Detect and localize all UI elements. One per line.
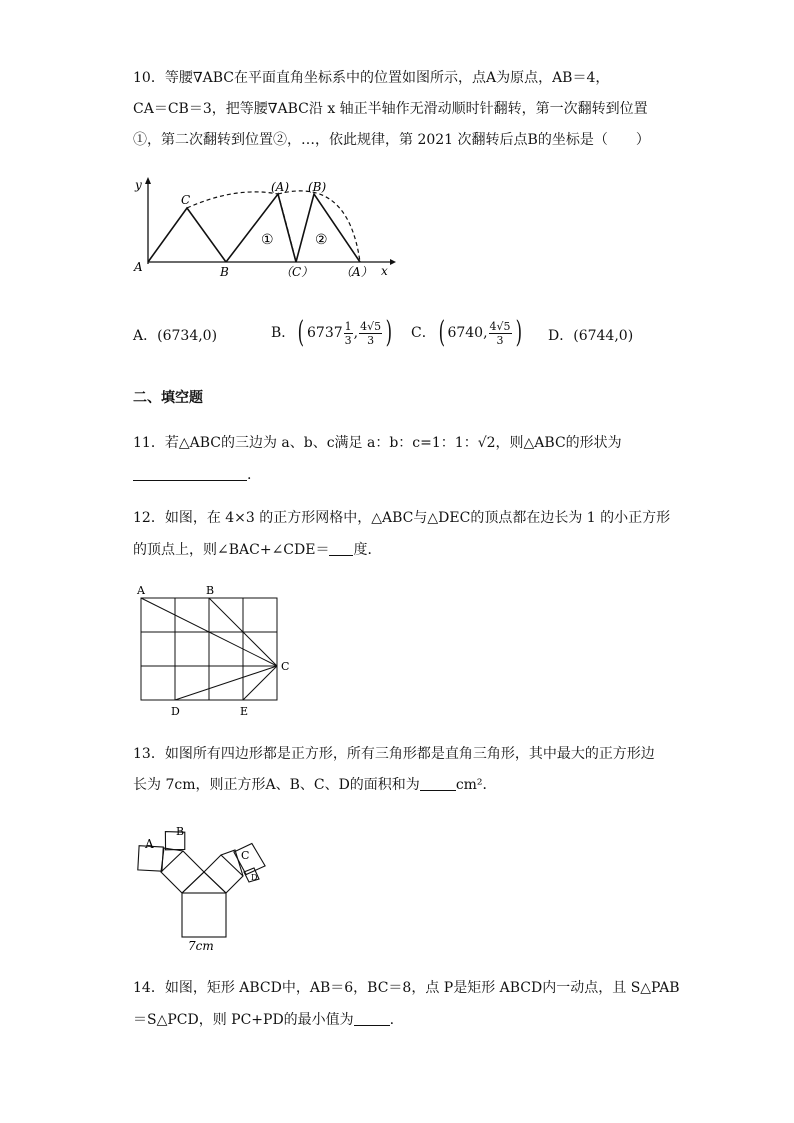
option-b-label: B． [271, 325, 296, 341]
label-c: C [181, 193, 191, 207]
q10-line-3: ①，第二次翻转到位置②，…，依此规律，第 2021 次翻转后点B的坐标是（ ） [133, 132, 650, 148]
label-c: C [241, 849, 250, 862]
label-top-a: (A) [271, 180, 290, 194]
label-bottom-a: （A） [340, 265, 373, 279]
q14-line-2-end: . [389, 1012, 395, 1028]
y-axis-arrow [145, 177, 151, 184]
section-title: 二、填空题 [133, 390, 203, 406]
q10-line-2: CA＝CB＝3，把等腰∇ABC沿 x 轴正半轴作无滑动顺时针翻转，第一次翻转到位置 [133, 101, 648, 117]
label-bottom-c: （C） [280, 265, 314, 279]
q11-answer-blank[interactable] [133, 466, 247, 481]
q14-line-1: 14．如图，矩形 ABCD中，AB＝6，BC＝8，点 P是矩形 ABCD内一动点，且 S△PAB [133, 980, 680, 996]
option-a-value: 6734,0 [162, 328, 212, 344]
q13-line-2-text: 长为 7cm，则正方形A、B、C、D的面积和为 [133, 777, 420, 793]
q13-line-2 [133, 776, 497, 794]
q12-line-1: 12．如图，在 4×3 的正方形网格中，△ABC与△DEC的顶点都在边长为 1 的小正方形 [133, 510, 671, 526]
label-a: A [137, 584, 145, 597]
q12-grid-figure [130, 582, 300, 720]
arc-1 [187, 192, 278, 208]
q13-line-1: 13．如图所有四边形都是正方形，所有三角形都是直角三角形，其中最大的正方形边 [133, 746, 655, 762]
arc-2 [278, 194, 296, 262]
option-b-fraction-1: $\frac{1}{3}$ [344, 319, 352, 347]
label-top-b: (B) [308, 180, 327, 194]
q14-answer-blank[interactable] [354, 1011, 390, 1026]
q11-line-1: 11．若△ABC的三边为 a、b、c满足 a：b：c=1：1：√2，则△ABC的形状为 [133, 435, 622, 451]
label-d: D [171, 705, 180, 718]
big-triangle [182, 872, 226, 893]
q12-line-2 [133, 541, 381, 559]
q10-line-1: 10．等腰∇ABC在平面直角坐标系中的位置如图所示，点A为原点，AB＝4， [133, 70, 610, 86]
option-b-fraction-2: $\frac{4√5}{3}$ [360, 319, 382, 347]
q13-pythagoras-figure [128, 812, 272, 954]
left-square [161, 851, 204, 893]
option-a[interactable]: A．(6734,0) [133, 328, 218, 344]
q11-line-2 [133, 466, 251, 484]
q12-answer-blank[interactable] [329, 541, 353, 556]
label-b: B [176, 825, 185, 838]
size-label: 7cm [188, 939, 214, 953]
option-a-label: A． [133, 328, 158, 344]
x-label: x [381, 264, 388, 278]
line-dc [175, 666, 277, 700]
option-c-integer: 6740, [447, 325, 488, 341]
q13-line-2-end: cm²． [455, 777, 497, 793]
label-c: C [281, 660, 290, 673]
option-b[interactable]: B．( 6737 $\frac{1}{3}$ , $\frac{4√5}{3}$ ) [271, 315, 393, 350]
label-a: A [134, 260, 143, 274]
option-c-label: C． [411, 325, 436, 341]
q11-end: . [247, 467, 252, 483]
position-1-label: ① [261, 232, 274, 248]
y-label: y [135, 178, 142, 192]
label-b: B [206, 584, 215, 597]
option-d-value: 6744,0 [578, 328, 628, 344]
q12-line-2-text: 的顶点上，则∠BAC+∠CDE＝ [133, 542, 330, 558]
position-2-label: ② [315, 232, 328, 248]
triangle-position-2 [296, 194, 360, 262]
grid [141, 598, 277, 700]
option-d[interactable]: D．(6744,0) [548, 328, 634, 344]
label-d: D [251, 873, 258, 882]
option-c[interactable]: C．( 6740, $\frac{4√5}{3}$ ) [411, 315, 522, 350]
line-ec [243, 666, 277, 700]
q10-figure [128, 172, 398, 284]
q14-line-2 [133, 1011, 394, 1029]
label-a: A [145, 837, 154, 851]
label-b: B [220, 265, 229, 279]
option-c-fraction: $\frac{4√5}{3}$ [489, 319, 511, 347]
q13-answer-blank[interactable] [420, 776, 456, 791]
label-e: E [240, 705, 249, 718]
largest-square [182, 893, 226, 937]
q12-line-2-end: 度． [353, 542, 382, 558]
right-square [204, 855, 243, 893]
option-b-integer: 6737 [307, 325, 343, 341]
q14-line-2-text: ＝S△PCD，则 PC+PD的最小值为 [133, 1012, 354, 1028]
triangle-position-1 [226, 194, 296, 262]
triangle-abc [148, 208, 226, 262]
x-axis-arrow [390, 259, 396, 265]
option-d-label: D． [548, 328, 574, 344]
